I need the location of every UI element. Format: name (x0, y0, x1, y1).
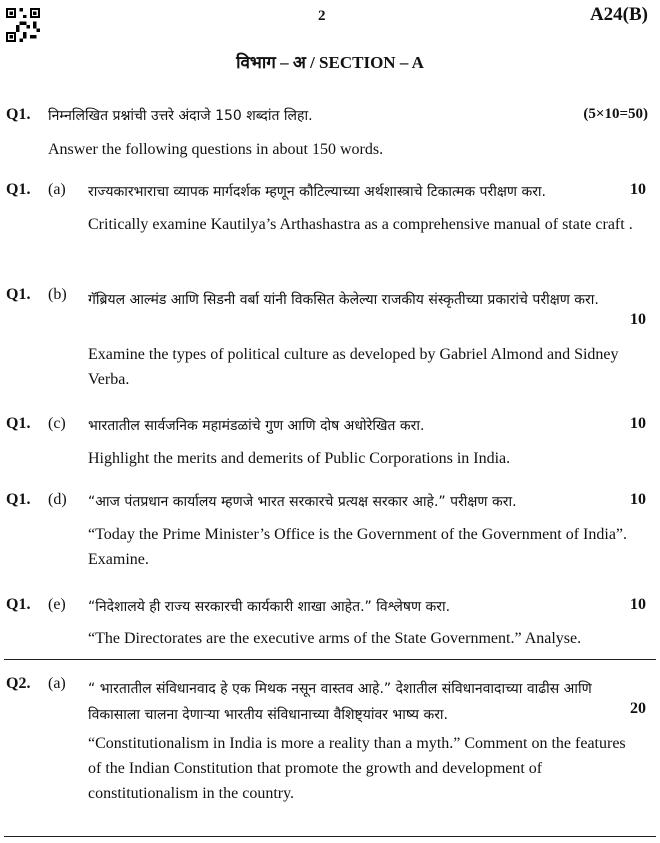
divider (4, 836, 656, 837)
part-label: (a) (48, 181, 66, 198)
section-title: विभाग – अ / SECTION – A (236, 53, 424, 72)
question-number: Q1. (6, 415, 31, 432)
marks: 10 (630, 181, 646, 198)
question-text-marathi: “आज पंतप्रधान कार्यालय म्हणजे भारत सरकारचे प्रत्यक्ष सरकार आहे.” परीक्षण करा. (88, 494, 517, 510)
question-text-english: Highlight the merits and demerits of Public Corporations in India. (88, 450, 511, 467)
question-number: Q1. (6, 181, 31, 198)
instruction-english: Answer the following questions in about 150 words. (48, 141, 384, 158)
instruction-marathi: निम्नलिखित प्रश्नांची उत्तरे अंदाजे 150 शब्दांत लिहा. (48, 108, 313, 124)
question-text-marathi: “ भारतातील संविधानवाद हे एक मिथक नसून वास्तव आहे.” देशातील संविधानवादाच्या वाढीस आणि विकासाला चालना देणाऱ्या भारतीय संविधानाच्या वैशिष्ट्यांवर भाष्य करा. (88, 681, 592, 723)
question-number: Q1. (6, 596, 31, 613)
question-text-english: Examine the types of political culture as developed by Gabriel Almond and Sidney Verba. (88, 346, 619, 388)
question-text-marathi: गॅब्रियल आल्मंड आणि सिडनी वर्बा यांनी विकसित केलेल्या राजकीय संस्कृतीच्या प्रकारांचे परीक्षण करा. (88, 292, 599, 308)
marks: 20 (630, 700, 646, 717)
question-text-english: Critically examine Kautilya’s Arthashastra as a comprehensive manual of state craft . (88, 216, 633, 233)
divider (4, 659, 656, 660)
question-number: Q1. (6, 286, 31, 303)
part-label: (b) (48, 286, 67, 303)
marks: 10 (630, 415, 646, 432)
part-label: (c) (48, 415, 66, 432)
question-number: Q1. (6, 491, 31, 508)
part-label: (e) (48, 596, 66, 613)
question-text-marathi: “निदेशालये ही राज्य सरकारची कार्यकारी शाखा आहेत.” विश्लेषण करा. (88, 599, 451, 615)
qr-code-icon (6, 8, 40, 42)
page-number: 2 (318, 8, 326, 24)
part-label: (d) (48, 491, 67, 508)
marks: 10 (630, 491, 646, 508)
question-text-marathi: भारतातील सार्वजनिक महामंडळांचे गुण आणि दोष अधोरेखित करा. (88, 418, 425, 434)
total-marks: (5×10=50) (583, 106, 648, 122)
marks: 10 (630, 311, 646, 328)
paper-code: A24(B) (589, 4, 648, 25)
question-text-marathi: राज्यकारभाराचा व्यापक मार्गदर्शक म्हणून कौटिल्याच्या अर्थशास्त्राचे टिकात्मक परीक्षण करा. (88, 184, 547, 200)
question-number: Q2. (6, 675, 31, 692)
question-text-english: “The Directorates are the executive arms of the State Government.” Analyse. (88, 630, 582, 647)
marks: 10 (630, 596, 646, 613)
question-number: Q1. (6, 106, 31, 123)
part-label: (a) (48, 675, 66, 692)
question-text-english: “Constitutionalism in India is more a reality than a myth.” Comment on the features of the Indian Constitution that promote the growth and development of constitutionalism in the country. (88, 735, 626, 802)
question-text-english: “Today the Prime Minister’s Office is the Government of the Government of India”. Examine. (88, 526, 628, 568)
